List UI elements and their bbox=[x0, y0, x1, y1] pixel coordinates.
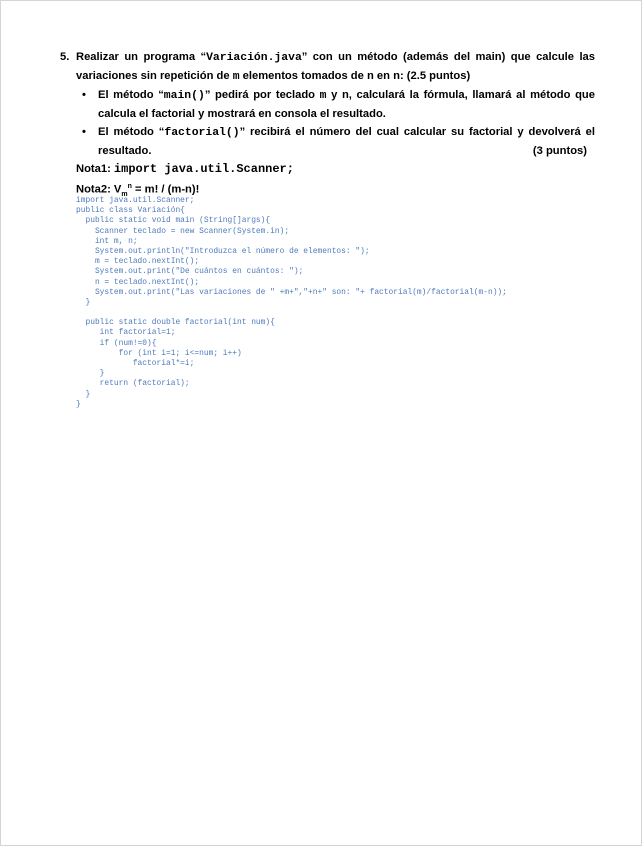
formula: = m! / (m-n)! bbox=[131, 183, 200, 196]
code-line: if (num!=0){ bbox=[76, 338, 157, 348]
bullet-text bbox=[98, 86, 595, 123]
main-method-code: main() bbox=[163, 90, 205, 102]
text: , calculará la fórmula, llamará al método que calcula el factorial y mostrará en consola el resultado. bbox=[98, 89, 595, 120]
code-line: int factorial=1; bbox=[76, 328, 176, 338]
code-line: System.out.print("De cuántos en cuántos: "); bbox=[76, 267, 304, 277]
code-line: factorial*=i; bbox=[76, 359, 195, 368]
text: resultado. bbox=[98, 145, 152, 157]
code-line bbox=[76, 308, 507, 318]
bullet-text bbox=[98, 123, 595, 160]
code-line: n = teclado.nextInt(); bbox=[76, 277, 200, 287]
exercise-number: 5. bbox=[60, 51, 70, 63]
superscript: n bbox=[127, 183, 132, 190]
import-code: import java.util.Scanner; bbox=[113, 162, 294, 176]
var-m-code: m bbox=[232, 71, 240, 83]
code-line: int m, n; bbox=[76, 236, 138, 246]
code-line: return (factorial); bbox=[76, 379, 190, 389]
code-listing bbox=[76, 196, 507, 410]
code-line: public static double factorial(int num){ bbox=[76, 318, 275, 328]
text: El método “ bbox=[98, 89, 164, 101]
bullet-item-main bbox=[60, 86, 595, 123]
note-label: Nota1: bbox=[76, 163, 114, 175]
text: ” recibirá el número del cual calcular su factorial y devolverá el bbox=[239, 126, 595, 138]
points: (3 puntos) bbox=[532, 145, 587, 157]
bullet-last-line bbox=[98, 142, 595, 160]
intro-text: : (2.5 puntos) bbox=[399, 70, 471, 82]
subscript: m bbox=[121, 190, 128, 198]
intro-text: elementos tomados de bbox=[239, 70, 367, 82]
intro-text: Realizar un programa “ bbox=[76, 51, 207, 63]
bullet-line bbox=[98, 123, 595, 142]
text: y bbox=[326, 89, 342, 101]
code-line: System.out.print("Las variaciones de " +m+","+n+" son: "+ factorial(m)/factorial(m-n)); bbox=[76, 287, 507, 297]
note-1 bbox=[60, 160, 595, 178]
text: El método “ bbox=[98, 126, 165, 138]
code-line: } bbox=[76, 399, 81, 409]
intro-text: ” con un método (además del main) que calcule las variaciones sin repetición de bbox=[76, 51, 595, 82]
intro-text: en bbox=[373, 70, 394, 82]
exercise-intro bbox=[76, 48, 595, 86]
var-n-code: n bbox=[341, 90, 349, 102]
bullet-icon: • bbox=[82, 126, 86, 138]
exercise-statement bbox=[60, 48, 595, 204]
bullet-icon: • bbox=[82, 89, 86, 101]
code-line: } bbox=[76, 389, 91, 399]
text: ” pedirá por teclado bbox=[204, 89, 320, 101]
var-n-code: n bbox=[366, 71, 374, 83]
var-m-code: m bbox=[319, 90, 327, 102]
code-line: import java.util.Scanner; bbox=[76, 196, 195, 205]
bullet-item-factorial bbox=[60, 123, 595, 160]
factorial-method-code: factorial() bbox=[164, 127, 240, 139]
code-line: for (int i=1; i<=num; i++) bbox=[76, 348, 242, 358]
var-n-code: n bbox=[393, 71, 400, 83]
code-line: } bbox=[76, 369, 105, 379]
code-line: public class Variación{ bbox=[76, 206, 185, 216]
code-line: public static void main (String[]args){ bbox=[76, 216, 271, 226]
bullet-list bbox=[60, 86, 595, 160]
code-line: } bbox=[76, 297, 91, 307]
code-line: Scanner teclado = new Scanner(System.in); bbox=[76, 226, 290, 236]
code-line: System.out.println("Introduzca el número de elementos: "); bbox=[76, 246, 370, 256]
filename-code: Variación.java bbox=[206, 52, 302, 64]
note-label: Nota2: V bbox=[76, 183, 122, 196]
exercise-item bbox=[60, 48, 595, 86]
code-line: m = teclado.nextInt(); bbox=[76, 257, 200, 267]
